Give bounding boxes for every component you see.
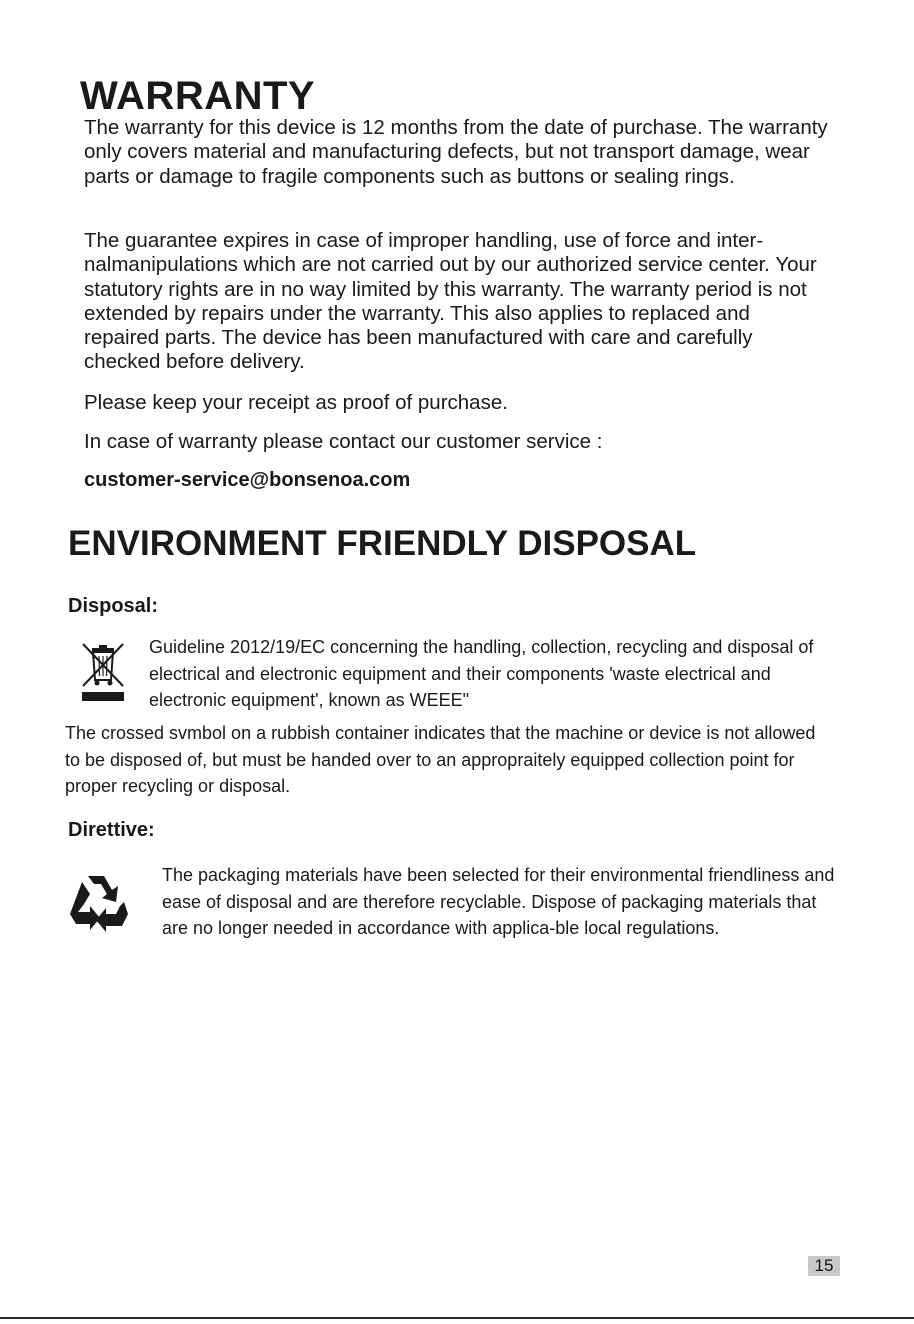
bottom-rule <box>0 1317 914 1319</box>
contact-note: In case of warranty please contact our customer service : <box>84 430 603 453</box>
page-number: 15 <box>808 1256 840 1276</box>
receipt-note: Please keep your receipt as proof of purchase. <box>84 391 508 414</box>
crossed-bin-icon <box>80 640 126 706</box>
warranty-paragraph-2: The guarantee expires in case of improper handling, use of force and inter-nalmanipulations which are not carried out by our authorized service center. Your statutory rights are in no way limited by this warranty. The warranty period is not extended by repairs under the warranty. This also applies to replaced and repaired parts. The device has been manufactured with care and carefully checked before delivery. <box>84 229 817 374</box>
weee-guideline-text: Guideline 2012/19/EC concerning the handling, collection, recycling and disposal of electrical and electronic equipment and their components 'waste electrical and electronic equipment', known as WEEE" <box>149 637 814 710</box>
packaging-text: The packaging materials have been selected for their environmental friendliness and ease of disposal and are therefore recyclable. Dispose of packaging materials that are no longer needed in accordance with applica-ble local regulations. <box>162 865 835 938</box>
warranty-heading: WARRANTY <box>80 74 316 118</box>
recycle-icon <box>68 872 130 934</box>
disposal-heading: ENVIRONMENT FRIENDLY DISPOSAL <box>68 524 697 563</box>
disposal-label: Disposal: <box>68 595 159 617</box>
warranty-paragraph-1: The warranty for this device is 12 months from the date of purchase. The warranty only covers material and manufacturing defects, but not transport damage, wear parts or damage to fragile components such as buttons or sealing rings. <box>84 116 828 188</box>
customer-service-email[interactable]: customer-service@bonsenoa.com <box>84 469 411 491</box>
crossed-symbol-text: The crossed svmbol on a rubbish container indicates that the machine or device is not allowed to be disposed of, but must be handed over to an appropraitely equipped collection point for proper recycling or disposal. <box>65 723 816 796</box>
directive-label: Direttive: <box>68 819 155 841</box>
